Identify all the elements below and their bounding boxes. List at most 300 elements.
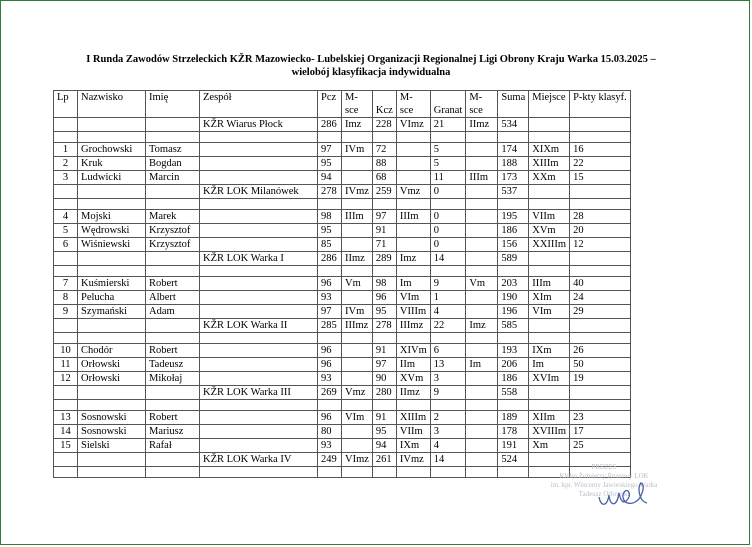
cell-kcz-place: Im <box>396 277 430 291</box>
cell-imie: Tadeusz <box>146 358 200 372</box>
cell-empty <box>78 252 146 266</box>
spacer-row <box>54 266 631 277</box>
cell-nazwisko: Wiśniewski <box>78 238 146 252</box>
cell-miejsce: Im <box>529 358 570 372</box>
cell-empty <box>200 333 318 344</box>
cell-empty <box>54 252 78 266</box>
team-pcz: 249 <box>318 453 342 467</box>
cell-kcz-place: VIIm <box>396 425 430 439</box>
team-granat-place: IImz <box>466 118 498 132</box>
table-row <box>54 171 631 185</box>
cell-pcz: 95 <box>318 157 342 171</box>
cell-pcz-place <box>342 358 373 372</box>
cell-empty <box>396 333 430 344</box>
cell-suma: 186 <box>498 224 529 238</box>
table-row <box>54 305 631 319</box>
cell-pcz-place: VIm <box>342 411 373 425</box>
cell-empty <box>54 453 78 467</box>
cell-miejsce: VIm <box>529 305 570 319</box>
cell-empty <box>54 199 78 210</box>
cell-granat: 9 <box>430 277 466 291</box>
cell-empty <box>372 132 396 143</box>
cell-nazwisko: Kruk <box>78 157 146 171</box>
cell-granat: 3 <box>430 425 466 439</box>
cell-miejsce: XVIIIm <box>529 425 570 439</box>
cell-kcz: 90 <box>372 372 396 386</box>
cell-nazwisko: Orłowski <box>78 372 146 386</box>
team-name: KŽR Wiarus Płock <box>200 118 318 132</box>
cell-zespol <box>200 439 318 453</box>
cell-empty <box>570 386 631 400</box>
cell-nazwisko: Sosnowski <box>78 425 146 439</box>
msce-a: M- <box>399 92 413 103</box>
cell-zespol <box>200 157 318 171</box>
col-imie: Imię <box>146 91 200 118</box>
cell-empty <box>146 319 200 333</box>
cell-empty <box>342 199 373 210</box>
cell-pcz: 94 <box>318 171 342 185</box>
cell-kcz-place: VIm <box>396 291 430 305</box>
cell-zespol <box>200 210 318 224</box>
team-pcz: 286 <box>318 252 342 266</box>
cell-empty <box>78 467 146 478</box>
cell-empty <box>54 467 78 478</box>
team-granat: 21 <box>430 118 466 132</box>
cell-zespol <box>200 344 318 358</box>
cell-empty <box>372 400 396 411</box>
cell-empty <box>466 400 498 411</box>
table-row <box>54 425 631 439</box>
team-row <box>54 252 631 266</box>
team-pcz-place: IIImz <box>342 319 373 333</box>
team-granat: 14 <box>430 453 466 467</box>
team-name: KŽR LOK Warka I <box>200 252 318 266</box>
cell-zespol <box>200 171 318 185</box>
cell-pkty: 12 <box>570 238 631 252</box>
cell-granat-place: Im <box>466 358 498 372</box>
cell-miejsce: XIXm <box>529 143 570 157</box>
team-kcz: 289 <box>372 252 396 266</box>
cell-kcz-place: IIIm <box>396 210 430 224</box>
table-row <box>54 238 631 252</box>
table-row <box>54 358 631 372</box>
cell-pkty: 17 <box>570 425 631 439</box>
cell-granat-place <box>466 157 498 171</box>
cell-empty <box>342 467 373 478</box>
cell-empty <box>430 333 466 344</box>
cell-empty <box>498 266 529 277</box>
team-row <box>54 319 631 333</box>
cell-suma: 191 <box>498 439 529 453</box>
cell-granat: 0 <box>430 224 466 238</box>
cell-lp: 6 <box>54 238 78 252</box>
cell-pcz-place <box>342 372 373 386</box>
stamp-line-3: im. kpt. Wincenty Jaworskiego Warka <box>550 481 658 489</box>
cell-kcz-place <box>396 171 430 185</box>
cell-pcz: 93 <box>318 439 342 453</box>
cell-empty <box>529 266 570 277</box>
team-pcz: 278 <box>318 185 342 199</box>
cell-miejsce: XIIm <box>529 411 570 425</box>
col-miejsce: Miejsce <box>529 91 570 118</box>
cell-empty <box>372 467 396 478</box>
cell-pcz: 85 <box>318 238 342 252</box>
cell-empty <box>430 467 466 478</box>
cell-empty <box>570 319 631 333</box>
cell-empty <box>78 199 146 210</box>
results-table <box>53 90 631 478</box>
team-pcz: 285 <box>318 319 342 333</box>
cell-empty <box>430 400 466 411</box>
cell-miejsce: IIIm <box>529 277 570 291</box>
cell-suma: 189 <box>498 411 529 425</box>
cell-empty <box>200 199 318 210</box>
col-msce-granat <box>466 91 498 118</box>
col-pcz: Pcz <box>318 91 342 118</box>
team-suma: 585 <box>498 319 529 333</box>
cell-pcz: 96 <box>318 277 342 291</box>
cell-empty <box>372 199 396 210</box>
cell-nazwisko: Pelucha <box>78 291 146 305</box>
cell-pkty: 19 <box>570 372 631 386</box>
col-msce-kcz <box>396 91 430 118</box>
cell-empty <box>78 118 146 132</box>
cell-granat: 4 <box>430 439 466 453</box>
cell-granat: 0 <box>430 210 466 224</box>
cell-empty <box>342 266 373 277</box>
cell-empty <box>430 199 466 210</box>
cell-empty <box>78 185 146 199</box>
team-kcz: 280 <box>372 386 396 400</box>
cell-pcz-place <box>342 291 373 305</box>
cell-kcz-place <box>396 143 430 157</box>
cell-granat: 3 <box>430 372 466 386</box>
cell-empty <box>570 118 631 132</box>
cell-pcz-place <box>342 425 373 439</box>
cell-empty <box>146 400 200 411</box>
table-row <box>54 372 631 386</box>
cell-kcz: 97 <box>372 210 396 224</box>
team-kcz-place: IVmz <box>396 453 430 467</box>
msce-b: sce <box>399 105 414 116</box>
cell-pcz: 96 <box>318 411 342 425</box>
cell-empty <box>529 333 570 344</box>
cell-empty <box>529 199 570 210</box>
cell-pkty: 26 <box>570 344 631 358</box>
cell-empty <box>318 266 342 277</box>
cell-pkty: 25 <box>570 439 631 453</box>
cell-empty <box>54 319 78 333</box>
cell-granat-place <box>466 143 498 157</box>
col-zespol: Zespół <box>200 91 318 118</box>
cell-kcz: 88 <box>372 157 396 171</box>
team-name: KŽR LOK Warka II <box>200 319 318 333</box>
cell-zespol <box>200 277 318 291</box>
cell-pcz: 96 <box>318 344 342 358</box>
spacer-row <box>54 333 631 344</box>
cell-granat-place <box>466 411 498 425</box>
cell-pkty: 50 <box>570 358 631 372</box>
cell-kcz: 72 <box>372 143 396 157</box>
cell-empty <box>78 319 146 333</box>
cell-lp: 11 <box>54 358 78 372</box>
cell-empty <box>54 333 78 344</box>
cell-empty <box>342 400 373 411</box>
team-kcz: 278 <box>372 319 396 333</box>
cell-lp: 14 <box>54 425 78 439</box>
cell-imie: Adam <box>146 305 200 319</box>
team-granat: 0 <box>430 185 466 199</box>
team-granat-place <box>466 453 498 467</box>
kcz-label: Kcz <box>375 105 393 116</box>
cell-pcz-place <box>342 238 373 252</box>
team-kcz-place: Imz <box>396 252 430 266</box>
cell-empty <box>78 453 146 467</box>
cell-empty <box>529 252 570 266</box>
msce-a: M- <box>469 92 483 103</box>
cell-nazwisko: Chodór <box>78 344 146 358</box>
cell-nazwisko: Wędrowski <box>78 224 146 238</box>
cell-lp: 8 <box>54 291 78 305</box>
team-granat-place: Imz <box>466 319 498 333</box>
cell-imie: Mikołaj <box>146 372 200 386</box>
cell-empty <box>372 333 396 344</box>
cell-imie: Albert <box>146 291 200 305</box>
cell-empty <box>200 400 318 411</box>
table-row <box>54 439 631 453</box>
cell-empty <box>396 132 430 143</box>
granat-label: Granat <box>433 105 463 116</box>
cell-suma: 174 <box>498 143 529 157</box>
cell-kcz: 97 <box>372 358 396 372</box>
cell-pcz: 97 <box>318 305 342 319</box>
cell-nazwisko: Sosnowski <box>78 411 146 425</box>
cell-empty <box>396 199 430 210</box>
cell-empty <box>146 266 200 277</box>
cell-empty <box>146 132 200 143</box>
cell-empty <box>529 400 570 411</box>
cell-imie: Krzysztof <box>146 238 200 252</box>
cell-nazwisko: Ludwicki <box>78 171 146 185</box>
cell-granat: 4 <box>430 305 466 319</box>
cell-pkty: 20 <box>570 224 631 238</box>
spacer-row <box>54 199 631 210</box>
table-row <box>54 210 631 224</box>
cell-kcz: 68 <box>372 171 396 185</box>
cell-empty <box>146 199 200 210</box>
cell-kcz: 91 <box>372 224 396 238</box>
cell-lp: 10 <box>54 344 78 358</box>
cell-miejsce: XXIIIm <box>529 238 570 252</box>
cell-pkty: 23 <box>570 411 631 425</box>
cell-imie: Rafał <box>146 439 200 453</box>
stamp-line-2: Klubu Żołnierzy Rezerwy LOK <box>559 472 649 480</box>
cell-empty <box>342 333 373 344</box>
team-pcz: 286 <box>318 118 342 132</box>
cell-empty <box>146 185 200 199</box>
cell-granat-place <box>466 372 498 386</box>
cell-lp: 7 <box>54 277 78 291</box>
team-name: KŽR LOK Warka III <box>200 386 318 400</box>
cell-granat: 5 <box>430 157 466 171</box>
cell-granat: 2 <box>430 411 466 425</box>
title-line-2: wielobój klasyfikacja indywidualna <box>291 67 451 78</box>
cell-kcz-place <box>396 224 430 238</box>
cell-pcz: 93 <box>318 372 342 386</box>
cell-nazwisko: Sielski <box>78 439 146 453</box>
cell-granat-place <box>466 291 498 305</box>
cell-imie: Marcin <box>146 171 200 185</box>
cell-empty <box>529 386 570 400</box>
team-suma: 537 <box>498 185 529 199</box>
cell-empty <box>54 118 78 132</box>
team-granat: 14 <box>430 252 466 266</box>
cell-pcz-place: IVm <box>342 305 373 319</box>
cell-pcz-place <box>342 224 373 238</box>
cell-empty <box>396 400 430 411</box>
cell-nazwisko: Szymański <box>78 305 146 319</box>
cell-empty <box>54 266 78 277</box>
cell-empty <box>54 132 78 143</box>
cell-empty <box>78 132 146 143</box>
cell-suma: 186 <box>498 372 529 386</box>
cell-empty <box>430 266 466 277</box>
cell-empty <box>146 333 200 344</box>
team-kcz-place: IImz <box>396 386 430 400</box>
cell-imie: Marek <box>146 210 200 224</box>
team-granat-place <box>466 386 498 400</box>
cell-lp: 15 <box>54 439 78 453</box>
cell-miejsce: XVm <box>529 224 570 238</box>
cell-suma: 193 <box>498 344 529 358</box>
table-row <box>54 411 631 425</box>
cell-granat-place <box>466 210 498 224</box>
cell-empty <box>498 467 529 478</box>
team-pcz-place: Vmz <box>342 386 373 400</box>
cell-granat-place <box>466 439 498 453</box>
cell-granat-place: Vm <box>466 277 498 291</box>
cell-lp: 1 <box>54 143 78 157</box>
cell-kcz-place: XIVm <box>396 344 430 358</box>
cell-zespol <box>200 305 318 319</box>
cell-empty <box>466 333 498 344</box>
team-kcz: 259 <box>372 185 396 199</box>
cell-granat: 1 <box>430 291 466 305</box>
cell-empty <box>498 400 529 411</box>
cell-empty <box>529 132 570 143</box>
cell-pkty: 22 <box>570 157 631 171</box>
cell-kcz-place <box>396 157 430 171</box>
cell-granat: 13 <box>430 358 466 372</box>
cell-empty <box>318 199 342 210</box>
cell-zespol <box>200 224 318 238</box>
cell-granat: 6 <box>430 344 466 358</box>
cell-granat: 0 <box>430 238 466 252</box>
cell-miejsce: XXm <box>529 171 570 185</box>
team-row <box>54 185 631 199</box>
cell-kcz: 91 <box>372 344 396 358</box>
club-stamp <box>529 463 679 533</box>
cell-empty <box>529 118 570 132</box>
cell-nazwisko: Grochowski <box>78 143 146 157</box>
col-granat <box>430 91 466 118</box>
cell-imie: Robert <box>146 411 200 425</box>
cell-granat: 11 <box>430 171 466 185</box>
cell-empty <box>146 467 200 478</box>
cell-miejsce: XIm <box>529 291 570 305</box>
cell-empty <box>54 386 78 400</box>
cell-empty <box>430 132 466 143</box>
cell-granat-place <box>466 305 498 319</box>
cell-empty <box>396 467 430 478</box>
cell-empty <box>570 185 631 199</box>
cell-empty <box>146 386 200 400</box>
cell-pkty: 29 <box>570 305 631 319</box>
cell-pkty: 28 <box>570 210 631 224</box>
cell-empty <box>570 252 631 266</box>
cell-lp: 13 <box>54 411 78 425</box>
cell-pcz-place <box>342 344 373 358</box>
cell-empty <box>529 319 570 333</box>
cell-empty <box>78 386 146 400</box>
team-kcz: 261 <box>372 453 396 467</box>
cell-pcz: 80 <box>318 425 342 439</box>
cell-suma: 195 <box>498 210 529 224</box>
cell-pcz-place: IVm <box>342 143 373 157</box>
cell-kcz: 95 <box>372 425 396 439</box>
cell-imie: Krzysztof <box>146 224 200 238</box>
cell-imie: Robert <box>146 277 200 291</box>
cell-pcz: 93 <box>318 291 342 305</box>
cell-granat: 5 <box>430 143 466 157</box>
cell-pcz: 98 <box>318 210 342 224</box>
spacer-row <box>54 400 631 411</box>
cell-pkty: 15 <box>570 171 631 185</box>
cell-zespol <box>200 143 318 157</box>
team-kcz-place: VImz <box>396 118 430 132</box>
cell-granat-place <box>466 224 498 238</box>
cell-pcz: 97 <box>318 143 342 157</box>
cell-empty <box>78 266 146 277</box>
cell-empty <box>372 266 396 277</box>
cell-empty <box>570 132 631 143</box>
cell-empty <box>466 132 498 143</box>
cell-empty <box>318 400 342 411</box>
table-row <box>54 277 631 291</box>
cell-zespol <box>200 358 318 372</box>
cell-nazwisko: Mojski <box>78 210 146 224</box>
cell-nazwisko: Orłowski <box>78 358 146 372</box>
cell-empty <box>200 467 318 478</box>
cell-pcz-place <box>342 171 373 185</box>
cell-pkty: 16 <box>570 143 631 157</box>
cell-empty <box>78 333 146 344</box>
cell-empty <box>146 453 200 467</box>
cell-empty <box>570 266 631 277</box>
team-pcz-place: IImz <box>342 252 373 266</box>
cell-suma: 173 <box>498 171 529 185</box>
cell-suma: 188 <box>498 157 529 171</box>
cell-miejsce: VIIm <box>529 210 570 224</box>
cell-imie: Mariusz <box>146 425 200 439</box>
cell-kcz: 96 <box>372 291 396 305</box>
team-pcz-place: IVmz <box>342 185 373 199</box>
team-suma: 558 <box>498 386 529 400</box>
cell-kcz: 91 <box>372 411 396 425</box>
cell-empty <box>146 252 200 266</box>
cell-kcz-place: IXm <box>396 439 430 453</box>
cell-empty <box>498 132 529 143</box>
